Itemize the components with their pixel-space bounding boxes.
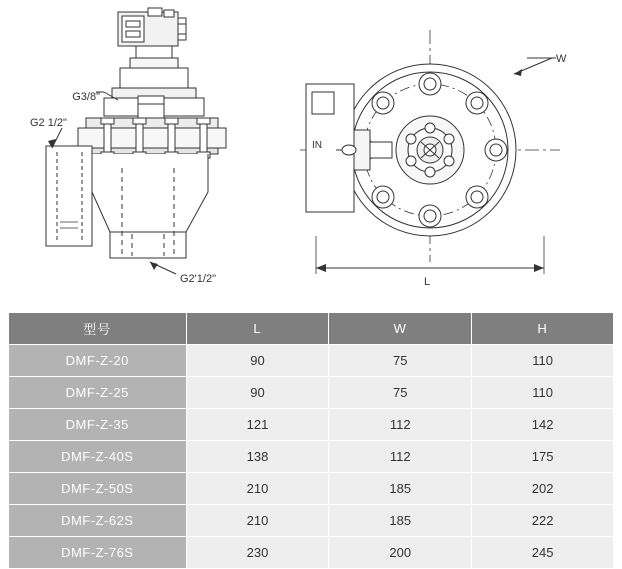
cell-l: 230 [186, 537, 329, 569]
table-row [9, 377, 614, 409]
cell-l: 121 [186, 409, 329, 441]
label-inlet-port: G2 1/2" [30, 117, 67, 129]
cell-model: DMF-Z-20 [9, 345, 187, 377]
cell-l: 210 [186, 505, 329, 537]
label-inlet-text: IN [312, 140, 322, 151]
cell-model: DMF-Z-50S [9, 473, 187, 505]
cell-l: 138 [186, 441, 329, 473]
cell-model: DMF-Z-40S [9, 441, 187, 473]
cell-model: DMF-Z-25 [9, 377, 187, 409]
cell-w: 75 [329, 345, 472, 377]
table-row [9, 409, 614, 441]
label-outlet-port: G2'1/2" [180, 273, 216, 285]
cell-model: DMF-Z-35 [9, 409, 187, 441]
cell-model: DMF-Z-76S [9, 537, 187, 569]
label-l-marker: L [424, 276, 431, 288]
table-row [9, 345, 614, 377]
cell-w: 75 [329, 377, 472, 409]
cell-h: 202 [472, 473, 614, 505]
column-header-model: 型号 [9, 313, 187, 345]
cell-l: 210 [186, 473, 329, 505]
table-row [9, 473, 614, 505]
table-row [9, 441, 614, 473]
cell-l: 90 [186, 345, 329, 377]
plan-view [300, 30, 560, 274]
table-header-row [9, 313, 614, 345]
cell-w: 112 [329, 409, 472, 441]
cell-w: 112 [329, 441, 472, 473]
cell-w: 185 [329, 473, 472, 505]
label-coil-port: G3/8" [72, 91, 100, 103]
cell-h: 175 [472, 441, 614, 473]
cell-h: 245 [472, 537, 614, 569]
column-header-h: H [472, 313, 614, 345]
cell-h: 222 [472, 505, 614, 537]
cell-h: 110 [472, 345, 614, 377]
side-elevation-view [46, 8, 226, 274]
cell-w: 185 [329, 505, 472, 537]
cell-w: 200 [329, 537, 472, 569]
cell-h: 142 [472, 409, 614, 441]
specification-table [8, 312, 614, 569]
column-header-l: L [186, 313, 329, 345]
cell-l: 90 [186, 377, 329, 409]
table-row [9, 505, 614, 537]
cell-model: DMF-Z-62S [9, 505, 187, 537]
table-row [9, 537, 614, 569]
label-w-marker: W [556, 53, 567, 65]
cell-h: 110 [472, 377, 614, 409]
column-header-w: W [329, 313, 472, 345]
